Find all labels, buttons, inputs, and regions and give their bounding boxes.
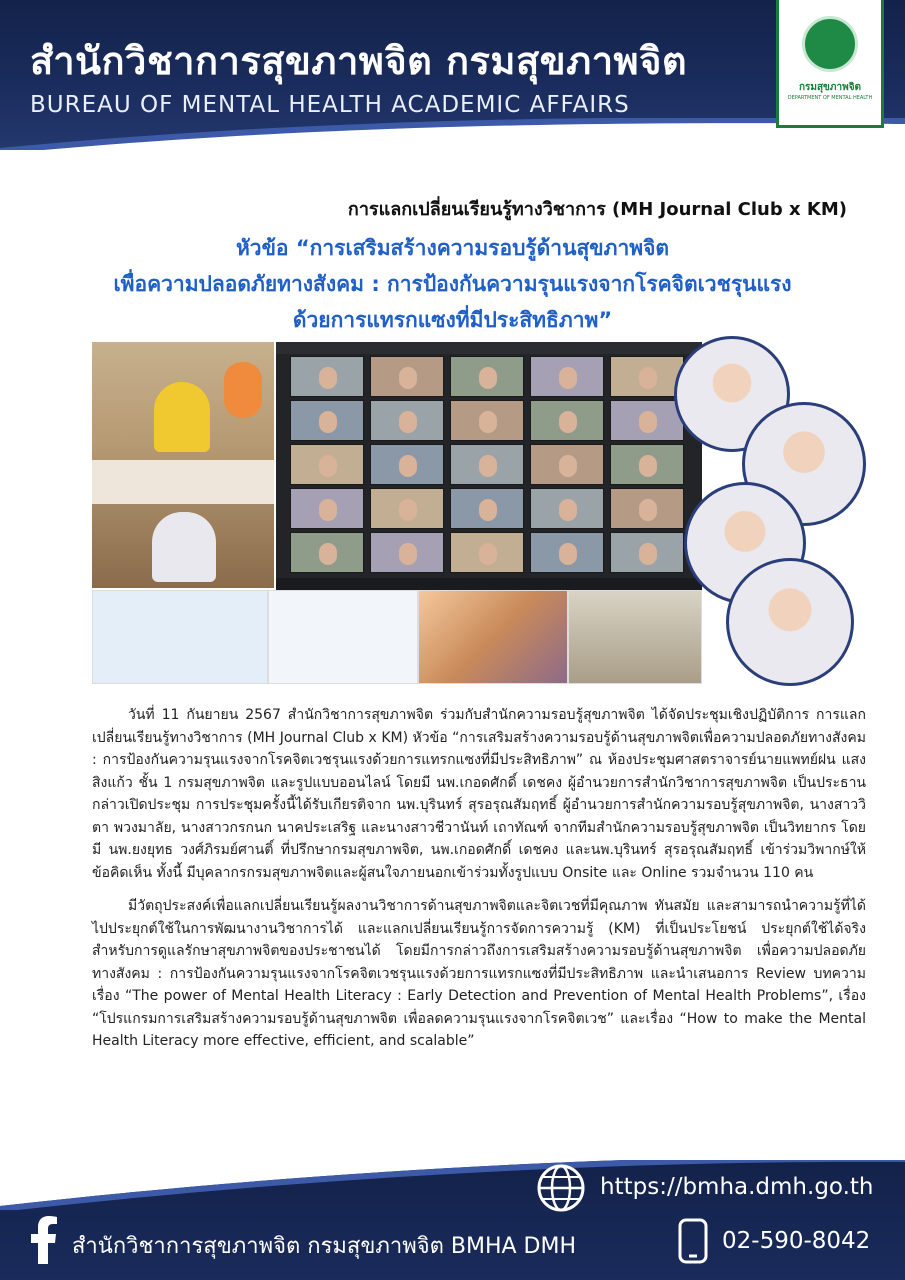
meeting-table-photo xyxy=(568,590,702,684)
participant-video-tile xyxy=(450,488,524,529)
participant-video-tile xyxy=(370,532,444,573)
video-call-top-bar xyxy=(276,342,702,354)
photo-collage xyxy=(92,342,872,684)
participant-face xyxy=(319,499,337,521)
main-title xyxy=(0,230,905,338)
participant-video-tile xyxy=(290,356,364,397)
participant-face xyxy=(399,411,417,433)
phone-number[interactable]: 02-590-8042 xyxy=(722,1228,871,1254)
participant-face xyxy=(399,543,417,565)
participant-video-tile xyxy=(370,356,444,397)
room-banner xyxy=(92,460,274,504)
logo-emblem-icon xyxy=(802,16,858,72)
participant-video-tile xyxy=(290,444,364,485)
participant-video-tile xyxy=(290,488,364,529)
body-paragraph: วันที่ 11 กันยายน 2567 สำนักวิชาการสุขภาพจิต ร่วมกับสำนักความรอบรู้สุขภาพจิต ได้จัดประชุมเชิงปฏิบัติการ การแลกเปลี่ยนเรียนรู้ทางวิชาการ (MH Journal Club x KM) หัวข้อ “การเสริมสร้างความรอบรู้ด้านสุขภาพจิตเพื่อความปลอดภัยทางสังคม : การป้องกันความรุนแรงจากโรคจิตเวชรุนแรงด้วยการแทรกแซงที่มีประสิทธิภาพ” ณ ห้องประชุมศาสตราจารย์นายแพทย์ฝน แสงสิงแก้ว ชั้น 1 กรมสุขภาพจิต และรูปแบบออนไลน์ โดยมี นพ.เกอดศักดิ์ เดชคง ผู้อำนวยการสำนักวิชาการสุขภาพจิต เป็นประธานกล่าวเปิดประชุม การประชุมครั้งนี้ได้รับเกียรติจาก นพ.บุรินทร์ สุรอรุณสัมฤทธิ์ ผู้อำนวยการสำนักความรอบรู้สุขภาพจิต, นางสาววิตา พวงมาลัย, นางสาวกรกนก นาคประเสริฐ และนางสาวชีวานันท์ เถาทัณฑ์ จากทีมสำนักความรอบรู้สุขภาพจิต เป็นวิทยากร โดยมี นพ.ยงยุทธ วงศ์ภิรมย์ศานติ์ ที่ปรึกษากรมสุขภาพจิต, นพ.เกอดศักดิ์ เดชคง และนพ.บุรินทร์ สุรอรุณสัมฤทธิ์ เข้าร่วมวิพากษ์ให้ข้อคิดเห็น ทั้งนี้ มีบุคลากรกรมสุขภาพจิตและผู้สนใจภายนอกเข้าร่วมทั้งรูปแบบ Onsite และ Online รวมจำนวน 110 คน xyxy=(92,707,866,881)
chairperson-figure xyxy=(154,382,210,452)
header xyxy=(0,0,905,150)
video-call-toolbar xyxy=(276,578,702,590)
participant-face xyxy=(319,367,337,389)
body-paragraph: มีวัตถุประสงค์เพื่อแลกเปลี่ยนเรียนรู้ผลงานวิชาการด้านสุขภาพจิตและจิตเวชที่มีคุณภาพ ทันสมัย และสามารถนำความรู้ที่ได้ไปประยุกต์ใช้ในการพัฒนางานวิชาการได้ และแลกเปลี่ยนเรียนรู้การจัดการความรู้ (KM) ที่เป็นประโยชน์ ประยุกต์ใช้ได้จริงสำหรับการดูแลรักษาสุขภาพจิตของประชาชนได้ โดยมีการกล่าวถึงการเสริมสร้างความรอบรู้ด้านสุขภาพจิต เพื่อความปลอดภัยทางสังคม : การป้องกันความรุนแรงจากโรคจิตเวชรุนแรงด้วยการแทรกแซงที่มีประสิทธิภาพ และนำเสนอการ Review บทความ เรื่อง “The power of Mental Health Literacy : Early Detection and Prevention of Mental Health Problems”, เรื่อง “โปรแกรมการเสริมสร้างความรอบรู้ด้านสุขภาพจิต เพื่อลดความรุนแรงจากโรคจิตเวช” และเรื่อง “How to make the Mental Health Literacy more effective, efficient, and scalable” xyxy=(92,898,866,1049)
participant-face xyxy=(639,455,657,477)
participant-video-tile xyxy=(610,444,684,485)
mascot-image xyxy=(224,362,262,418)
participant-video-tile xyxy=(610,400,684,441)
participant-video-tile xyxy=(450,356,524,397)
participant-video-tile xyxy=(530,488,604,529)
participant-face xyxy=(399,367,417,389)
logo-sublabel: DEPARTMENT OF MENTAL HEALTH xyxy=(787,95,873,101)
participant-video-tile xyxy=(610,356,684,397)
participant-face xyxy=(399,499,417,521)
facebook-icon[interactable] xyxy=(30,1216,58,1264)
participant-face xyxy=(559,455,577,477)
speaker-portrait xyxy=(726,558,854,686)
main-title-line: หัวข้อ “การเสริมสร้างความรอบรู้ด้านสุขภาพจิต xyxy=(235,236,670,260)
logo-label: กรมสุขภาพจิต xyxy=(798,82,862,93)
participant-video-tile xyxy=(530,532,604,573)
participant-video-tile xyxy=(610,488,684,529)
participant-video-tile xyxy=(450,400,524,441)
event-subtitle: การแลกเปลี่ยนเรียนรู้ทางวิชาการ (MH Journal Club x KM) xyxy=(347,199,847,220)
participant-video-tile xyxy=(370,444,444,485)
facebook-page-name[interactable]: สำนักวิชาการสุขภาพจิต กรมสุขภาพจิต BMHA DMH xyxy=(72,1234,577,1259)
participant-video-tile xyxy=(370,488,444,529)
presentation-slides-strip xyxy=(92,590,702,684)
participant-video-tile xyxy=(530,356,604,397)
participant-video-tile xyxy=(290,532,364,573)
participant-video-tile xyxy=(290,400,364,441)
participant-face xyxy=(399,455,417,477)
participant-face xyxy=(319,455,337,477)
participant-face xyxy=(479,411,497,433)
attendee-figure xyxy=(152,512,216,582)
participant-face xyxy=(479,455,497,477)
department-logo xyxy=(776,0,884,128)
participant-video-tile xyxy=(610,532,684,573)
literacy-slide-thumbnail xyxy=(418,590,568,684)
meeting-room-photo xyxy=(92,342,274,588)
phone-icon xyxy=(678,1218,708,1264)
globe-icon xyxy=(536,1163,586,1213)
header-swoosh-decoration xyxy=(0,118,905,150)
main-title-line: ด้วยการแทรกแซงที่มีประสิทธิภาพ” xyxy=(292,308,613,332)
chart-slide-thumbnail xyxy=(268,590,418,684)
participant-video-tile xyxy=(530,444,604,485)
participant-face xyxy=(639,499,657,521)
participant-video-tile xyxy=(450,532,524,573)
participant-face xyxy=(479,543,497,565)
participant-face xyxy=(319,543,337,565)
participant-face xyxy=(559,543,577,565)
participant-face xyxy=(639,411,657,433)
header-title-thai: สำนักวิชาการสุขภาพจิต กรมสุขภาพจิต xyxy=(30,39,688,83)
slide-thumbnail xyxy=(92,590,268,684)
participant-face xyxy=(479,499,497,521)
footer xyxy=(0,1160,905,1280)
participant-face xyxy=(559,499,577,521)
participant-video-tile xyxy=(450,444,524,485)
article-body xyxy=(92,704,866,1064)
participant-face xyxy=(559,367,577,389)
participant-face xyxy=(479,367,497,389)
participant-face xyxy=(639,543,657,565)
participant-face xyxy=(319,411,337,433)
participant-video-tile xyxy=(530,400,604,441)
online-meeting-screenshot xyxy=(276,342,702,590)
website-link[interactable]: https://bmha.dmh.go.th xyxy=(600,1174,874,1200)
main-title-line: เพื่อความปลอดภัยทางสังคม : การป้องกันความรุนแรงจากโรคจิตเวชรุนแรง xyxy=(113,272,792,296)
participant-face xyxy=(559,411,577,433)
participant-video-tile xyxy=(370,400,444,441)
header-title-english: BUREAU OF MENTAL HEALTH ACADEMIC AFFAIRS xyxy=(30,92,630,118)
participant-face xyxy=(639,367,657,389)
